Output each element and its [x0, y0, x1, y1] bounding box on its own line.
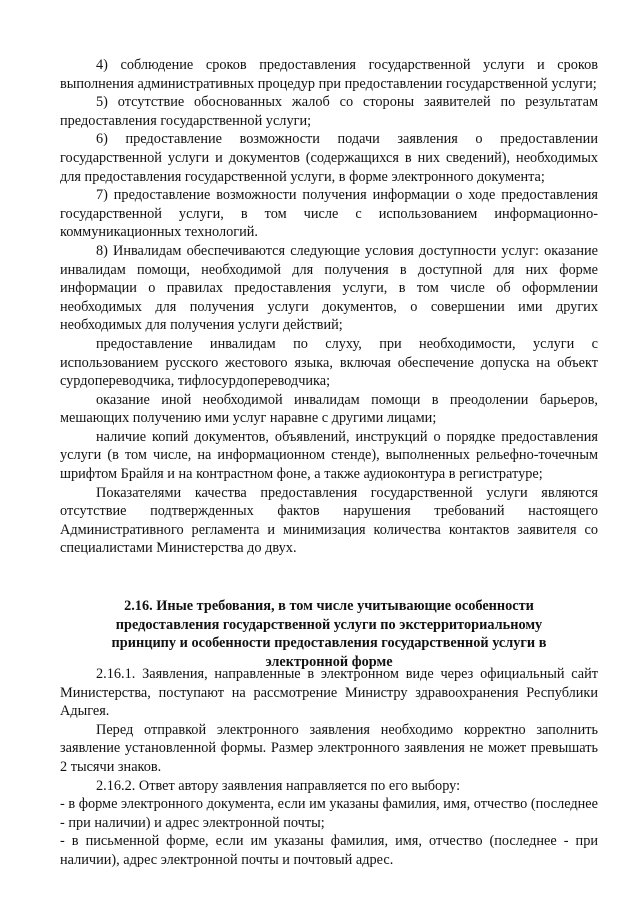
- paragraph-sign-language: предоставление инвалидам по слуху, при необходимости, услуги с использованием русского жестового языка, включая обеспечение допуска на объект сурдопереводчика, тифлосурдопереводчика;: [60, 335, 598, 390]
- paragraph-item-7: 7) предоставление возможности получения информации о ходе предоставления государственной услуги, в том числе с использованием информационно-коммуникационных технологий.: [60, 187, 598, 241]
- paragraph-item-8: 8) Инвалидам обеспечиваются следующие условия доступности услуг: оказание инвалидам помощи, необходимой для получения в доступной для них форме информации о правилах предоставления услуги, в том числе об оформлении необходимых для получения услуги документов, о совершении ими других необходимых для получения услуги действий;: [60, 242, 598, 334]
- paragraph-braille: наличие копий документов, объявлений, инструкций о порядке предоставления услуги (в том числе, на информационном стенде), выполненных рельефно-точечным шрифтом Брайля и на контрастном фоне, а также аудиоконтура в регистратуре;: [60, 428, 598, 483]
- section-heading-block: [92, 597, 566, 671]
- bullet-written-answer: - в письменной форме, если им указаны фамилия, имя, отчество (последнее - при наличии), адрес электронной почты и почтовый адрес.: [60, 833, 598, 868]
- requirements-list: [60, 56, 598, 558]
- paragraph-quality-indicators: Показателями качества предоставления государственной услуги являются отсутствие подтвержденных фактов нарушения требований настоящего Административного регламента и минимизация количества контактов заявителя со специалистами Министерства до двух.: [60, 484, 598, 557]
- paragraph-2-16-2: 2.16.2. Ответ автору заявления направляется по его выбору:: [96, 777, 461, 794]
- bullet-electronic-answer: - в форме электронного документа, если им указаны фамилия, имя, отчество (последнее - при наличии) и адрес электронной почты;: [60, 796, 598, 831]
- paragraph-item-5: 5) отсутствие обоснованных жалоб со стороны заявителей по результатам предоставления государственной услуги;: [60, 94, 598, 129]
- paragraph-2-16-1: 2.16.1. Заявления, направленные в электронном виде через официальный сайт Министерства, поступают на рассмотрение Министру здравоохранения Республики Адыгея.: [60, 666, 598, 720]
- section-heading: 2.16. Иные требования, в том числе учитывающие особенности предоставления государственной услуги по экстерриториальному принципу и особенности предоставления государственной услуги в электронной форме: [111, 598, 547, 670]
- paragraph-item-6: 6) предоставление возможности подачи заявления о предоставлении государственной услуги и документов (содержащихся в них сведений), необходимых для предоставления государственной услуги, в форме электронного документа;: [60, 131, 598, 185]
- electronic-requests-section: [60, 665, 598, 870]
- paragraph-item-4: 4) соблюдение сроков предоставления государственной услуги и сроков выполнения административных процедур при предоставлении государственной услуги;: [60, 57, 598, 92]
- paragraph-barrier-help: оказание иной необходимой инвалидам помощи в преодолении барьеров, мешающих получению ими услуг наравне с другими лицами;: [60, 391, 598, 427]
- paragraph-electronic-form: Перед отправкой электронного заявления необходимо корректно заполнить заявление установленной формы. Размер электронного заявления не может превышать 2 тысячи знаков.: [60, 721, 598, 775]
